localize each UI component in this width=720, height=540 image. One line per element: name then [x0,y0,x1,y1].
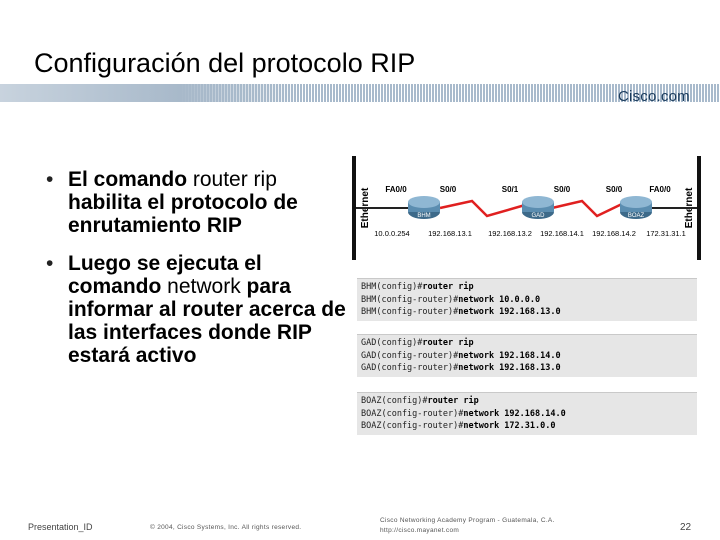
footer-source-line: Cisco Networking Academy Program - Guatemala, C.A. [380,517,555,524]
bullet-text-bold: habilita el protocolo de enrutamiento RIP [68,191,298,237]
interface-label: S0/0 [553,185,571,194]
address-label: 192.168.13.2 [488,229,532,238]
router-gad [522,196,554,219]
config-line: GAD(config-router)#network 192.168.14.0 [361,350,561,361]
config-block-bhm [357,278,697,321]
right-ethernet-label: Ethernet [684,187,695,229]
interface-label: S0/1 [501,185,519,194]
config-line: BHM(config)#router rip [361,282,474,292]
config-block-gad [357,334,697,377]
address-label: 192.168.14.2 [592,229,636,238]
bullet-text-bold: El comando [68,168,188,191]
router-label: GAD [531,213,545,219]
bullet-command: router rip [187,168,277,191]
interface-label: FA0/0 [385,185,407,194]
bullet-text-bold: Luego se ejecuta el comando [68,252,262,298]
router-boaz [620,196,652,219]
router-bhm [408,196,440,219]
router-label: BHM [417,213,431,219]
bullet-item [46,168,346,237]
bullet-dot: • [46,168,54,191]
cisco-logo: Cisco.com [618,88,690,105]
address-label: 10.0.0.254 [374,229,410,238]
config-block-boaz [357,392,697,435]
bullet-command: network [161,275,241,298]
footer-source [380,516,555,536]
config-line: BOAZ(config-router)#network 172.31.0.0 [361,421,556,431]
address-label: 192.168.14.1 [540,229,584,238]
slide-title: Configuración del protocolo RIP [34,48,416,78]
network-diagram [352,156,702,260]
bullet-text-bold: para informar al router acerca de las interfaces donde RIP estará activo [68,275,346,367]
left-ethernet-bar [352,156,356,260]
config-line: GAD(config)#router rip [361,338,474,348]
config-line: BHM(config-router)#network 10.0.0.0 [361,294,541,305]
right-ethernet-bar [697,156,701,260]
left-ethernet-label: Ethernet [360,187,371,229]
title-rule-gradient [0,84,300,102]
interface-label: S0/0 [605,185,623,194]
bullet-dot: • [46,252,54,275]
router-label: BOAZ [627,213,645,219]
config-line: BOAZ(config)#router rip [361,396,479,406]
interface-label: FA0/0 [649,185,671,194]
footer-copyright: © 2004, Cisco Systems, Inc. All rights reserved. [150,524,302,531]
bullet-item [46,252,346,367]
page-number: 22 [680,522,692,533]
address-label: 192.168.13.1 [428,229,472,238]
footer-source-line: http://cisco.mayanet.com [380,527,460,534]
footer-presentation-id: Presentation_ID [28,522,93,532]
address-label: 172.31.31.1 [646,229,686,238]
bullet-list [46,168,346,382]
config-line: BOAZ(config-router)#network 192.168.14.0 [361,408,566,419]
config-line: GAD(config-router)#network 192.168.13.0 [361,363,561,373]
config-line: BHM(config-router)#network 192.168.13.0 [361,307,561,317]
interface-label: S0/0 [439,185,457,194]
